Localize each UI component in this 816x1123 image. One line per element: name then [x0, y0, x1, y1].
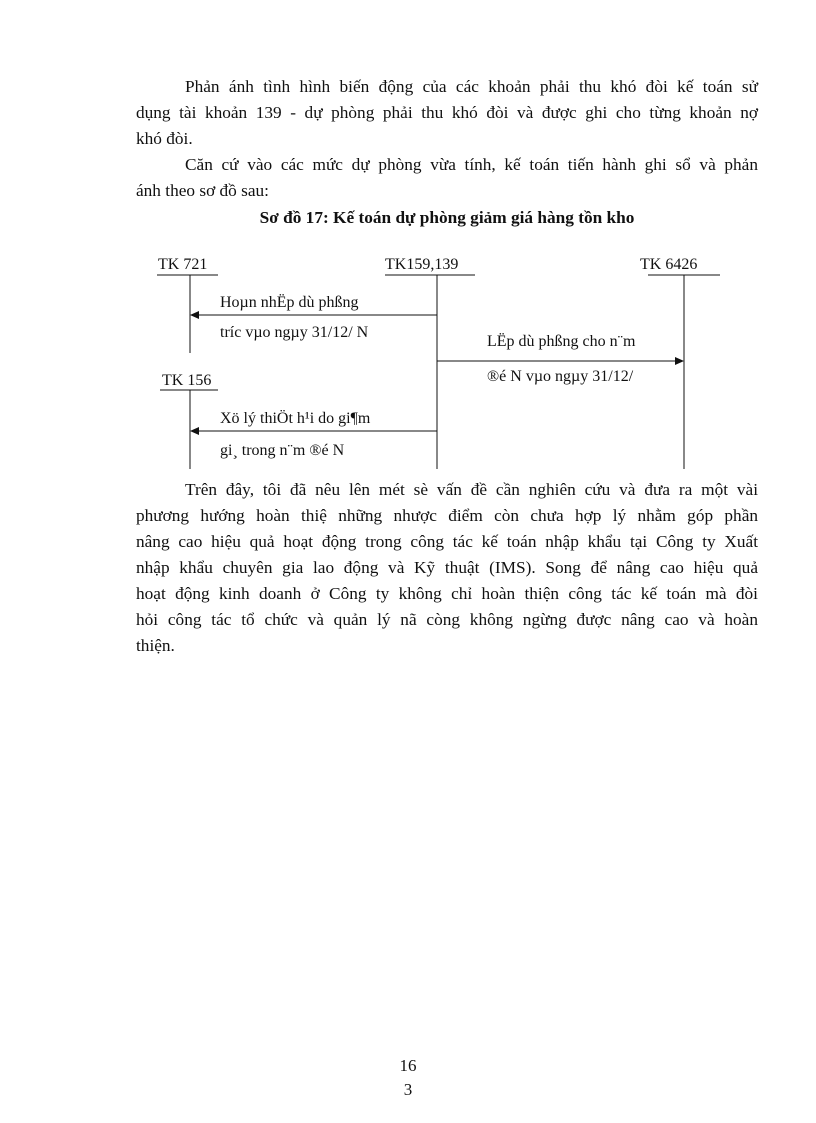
text-line: nhập khẩu chuyên gia lao động và Kỹ thuật (IMS). Song để nâng cao hiệu quả	[136, 558, 758, 577]
text-line: phương hướng hoàn thiệ những nhược điểm còn chưa hợp lý nhằm góp phần	[136, 506, 758, 525]
text-line: dụng tài khoản 139 - dự phòng phải thu khó đòi và được ghi cho từng khoản nợ	[136, 103, 758, 122]
account-tk159-label: TK159,139	[385, 256, 459, 273]
text-line: nâng cao hiệu quả hoạt động trong công tác kế toán nhập khẩu tại Công ty Xuất	[136, 532, 758, 551]
loss-label-line1: Xö lý thiÖt h¹i do gi¶m	[220, 410, 371, 427]
text-line: Trên đây, tôi đã nêu lên mét sè vấn đề cần nghiên cứu và đưa ra một vài	[185, 480, 758, 499]
account-tk6426-label: TK 6426	[640, 256, 698, 273]
page-sub-number: 3	[403, 1080, 413, 1099]
text-line: Phản ánh tình hình biến động của các khoản phải thu khó đòi kế toán sử	[185, 77, 758, 96]
reversal-label-line1: Hoµn nhËp dù phßng	[220, 294, 359, 311]
account-tk721-label: TK 721	[158, 256, 208, 273]
provision-label-line2: ®é N vµo ngµy 31/12/	[487, 368, 634, 385]
reversal-label-line2: tríc vµo ngµy 31/12/ N	[220, 324, 369, 341]
text-line: hỏi công tác tổ chức và quản lý nã còng không ngừng được nâng cao và hoàn	[136, 610, 758, 629]
text-line: khó đòi.	[136, 129, 193, 148]
account-tk156-label: TK 156	[162, 372, 212, 389]
page-number: 16	[399, 1056, 417, 1075]
text-line: thiện.	[136, 636, 175, 655]
text-line: hoạt động kinh doanh ở Công ty không chỉ hoàn thiện công tác kế toán mà đòi	[136, 584, 758, 603]
text-line: ánh theo sơ đồ sau:	[136, 181, 269, 200]
diagram-caption: Sơ đồ 17: Kế toán dự phòng giảm giá hàng tồn kho	[259, 208, 635, 227]
paragraph-conclusion	[136, 477, 758, 659]
text-line: Căn cứ vào các mức dự phòng vừa tính, kế toán tiến hành ghi sổ và phản	[185, 155, 758, 174]
loss-label-line2: gi¸ trong n¨m ®é N	[220, 442, 345, 459]
provision-label-line1: LËp dù phßng cho n¨m	[487, 333, 636, 350]
